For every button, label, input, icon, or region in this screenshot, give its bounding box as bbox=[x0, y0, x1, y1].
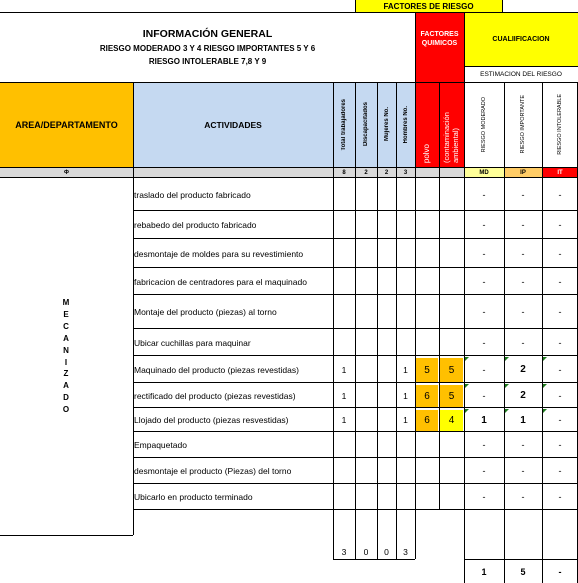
polvo-header: polvo bbox=[415, 82, 439, 167]
comment-marker bbox=[465, 357, 469, 361]
cell-riesgo-intolerable: - bbox=[558, 364, 562, 375]
cell-polvo bbox=[416, 432, 438, 458]
cell-riesgo-moderado: 1 bbox=[481, 414, 487, 426]
grid-line bbox=[133, 294, 578, 295]
cell-hombres: 1 bbox=[403, 390, 408, 401]
cell-contaminacion bbox=[440, 178, 463, 211]
total-trabajadores-sum: 3 bbox=[341, 547, 347, 557]
info-line-intolerable: RIESGO INTOLERABLE 7,8 Y 9 bbox=[148, 57, 267, 66]
cell-hombres bbox=[396, 268, 415, 295]
code-ip: IP bbox=[504, 168, 542, 178]
cell-riesgo-importante: - bbox=[521, 248, 525, 259]
cell-riesgo-intolerable: - bbox=[558, 492, 562, 502]
grid-line bbox=[464, 82, 465, 510]
cell-riesgo-importante: - bbox=[521, 276, 525, 287]
grid-line bbox=[333, 509, 334, 559]
grid-line bbox=[133, 210, 578, 211]
cell-riesgo-moderado: - bbox=[482, 466, 486, 476]
cell-riesgo-importante: - bbox=[521, 220, 525, 230]
cell-total-trabajadores bbox=[333, 484, 355, 510]
grid-line bbox=[464, 559, 578, 560]
area-departamento-header: AREA/DEPARTAMENTO bbox=[0, 82, 133, 167]
grid-line bbox=[133, 355, 578, 356]
total-riesgo-moderado: 1 bbox=[481, 567, 487, 577]
cell-polvo bbox=[416, 484, 438, 510]
grid-line bbox=[355, 82, 356, 510]
grid-line bbox=[133, 382, 578, 383]
grid-line bbox=[0, 177, 578, 178]
cell-riesgo-intolerable: - bbox=[558, 276, 562, 287]
cell-polvo bbox=[416, 458, 438, 484]
grid-line bbox=[0, 535, 133, 536]
total-mujeres-sum: 0 bbox=[384, 547, 389, 557]
cell-polvo bbox=[416, 268, 438, 295]
cell-riesgo-moderado: - bbox=[482, 220, 486, 230]
cell-riesgo-moderado: - bbox=[482, 248, 486, 259]
activity-label: desmontaje el producto (Piezas) del torno bbox=[134, 466, 292, 476]
total-riesgo-intolerable: - bbox=[558, 567, 562, 577]
cell-contaminacion bbox=[440, 329, 463, 356]
cell-riesgo-moderado: - bbox=[482, 390, 486, 401]
grid-line bbox=[333, 82, 334, 510]
cell-riesgo-intolerable: - bbox=[558, 220, 562, 230]
cell-riesgo-intolerable: - bbox=[558, 440, 562, 450]
cell-hombres bbox=[396, 329, 415, 356]
hombres-header: Hombres No. bbox=[396, 82, 415, 167]
cell-riesgo-importante: - bbox=[521, 492, 525, 502]
cell-total-trabajadores: 1 bbox=[341, 364, 347, 375]
grid-line bbox=[355, 509, 356, 559]
cell-total-trabajadores bbox=[333, 432, 355, 458]
cell-riesgo-intolerable: - bbox=[558, 466, 562, 476]
factores-riesgo-header: FACTORES DE RIESGO bbox=[355, 0, 502, 12]
code-disc: 2 bbox=[355, 168, 377, 178]
info-general-block bbox=[0, 12, 415, 82]
cell-riesgo-intolerable: - bbox=[558, 415, 562, 425]
area-letter: A bbox=[63, 381, 69, 391]
code-it: IT bbox=[542, 168, 578, 178]
cell-riesgo-importante: - bbox=[521, 189, 525, 200]
grid-line bbox=[133, 483, 578, 484]
cell-hombres bbox=[396, 239, 415, 268]
cell-polvo: 5 bbox=[416, 358, 438, 382]
cell-riesgo-moderado: - bbox=[482, 492, 486, 502]
cell-polvo: 6 bbox=[416, 410, 438, 431]
cell-riesgo-importante: 1 bbox=[520, 414, 526, 426]
area-letter: Z bbox=[63, 369, 69, 379]
riesgo-importante-header: RIESGO IMPORTANTE bbox=[520, 95, 526, 154]
grid-line bbox=[377, 509, 378, 559]
cell-riesgo-moderado: - bbox=[482, 276, 486, 287]
cell-riesgo-importante: - bbox=[521, 466, 525, 476]
factores-quimicos-header: FACTORES QUIMICOS bbox=[415, 12, 464, 66]
grid-line bbox=[377, 82, 378, 510]
comment-marker bbox=[543, 357, 547, 361]
cell-riesgo-importante: 2 bbox=[520, 390, 526, 401]
area-letter: M bbox=[62, 298, 70, 307]
area-letter: N bbox=[63, 345, 69, 355]
cell-polvo bbox=[416, 239, 438, 268]
cell-riesgo-intolerable: - bbox=[558, 390, 562, 401]
cell-hombres bbox=[396, 211, 415, 239]
cell-riesgo-intolerable: - bbox=[558, 189, 562, 200]
cualificacion-header: CUALIIFICACION bbox=[464, 12, 578, 66]
area-letter: A bbox=[63, 333, 69, 343]
grid-line bbox=[133, 431, 578, 432]
grid-line bbox=[396, 509, 397, 559]
cell-riesgo-importante: - bbox=[521, 337, 525, 348]
cell-polvo bbox=[416, 211, 438, 239]
actividades-header: ACTIVIDADES bbox=[133, 82, 333, 167]
cell-contaminacion: 5 bbox=[440, 385, 463, 407]
discapacitados-header: Discapacitados bbox=[355, 82, 377, 167]
grid-line bbox=[504, 82, 505, 510]
cell-hombres bbox=[396, 178, 415, 211]
cell-total-trabajadores: 1 bbox=[341, 390, 347, 401]
cell-hombres: 1 bbox=[403, 415, 408, 425]
cell-contaminacion bbox=[440, 432, 463, 458]
comment-marker bbox=[543, 409, 547, 413]
activity-label: rebabedo del producto fabricado bbox=[134, 220, 257, 230]
total-hombres-sum: 3 bbox=[403, 547, 408, 557]
grid-line bbox=[133, 407, 578, 408]
info-title: INFORMACIÓN GENERAL bbox=[142, 28, 273, 40]
estimacion-header: ESTIMACION DEL RIESGO bbox=[480, 70, 562, 78]
cell-total-trabajadores bbox=[333, 329, 355, 356]
contaminacion-header: (contaminación ambiental) bbox=[439, 82, 464, 167]
area-letter: O bbox=[62, 405, 70, 415]
cell-hombres bbox=[396, 295, 415, 329]
cell-total-trabajadores bbox=[333, 239, 355, 268]
code-hom: 3 bbox=[396, 168, 415, 178]
comment-marker bbox=[465, 384, 469, 388]
activity-label: Ubicarlo en producto terminado bbox=[134, 492, 253, 502]
cell-total-trabajadores bbox=[333, 295, 355, 329]
activity-label: Maquinado del producto (piezas revestidas) bbox=[134, 364, 299, 375]
grid-line bbox=[439, 82, 440, 510]
cell-total-trabajadores bbox=[333, 178, 355, 211]
comment-marker bbox=[505, 409, 509, 413]
grid-line bbox=[133, 82, 134, 535]
grid-line bbox=[464, 66, 578, 67]
cell-contaminacion bbox=[440, 484, 463, 510]
grid-line bbox=[0, 12, 578, 13]
grid-line bbox=[504, 509, 505, 583]
area-mecanizado-label bbox=[60, 297, 72, 416]
grid-line bbox=[464, 509, 465, 583]
factores-quimicos-spacer bbox=[415, 66, 464, 82]
grid-line bbox=[133, 457, 578, 458]
grid-line bbox=[133, 238, 578, 239]
cell-contaminacion bbox=[440, 295, 463, 329]
grid-line bbox=[542, 509, 543, 583]
cell-hombres bbox=[396, 432, 415, 458]
cell-contaminacion bbox=[440, 211, 463, 239]
mujeres-header: Mujeres No. bbox=[377, 82, 396, 167]
cell-riesgo-moderado: - bbox=[482, 307, 486, 317]
grid-line bbox=[415, 82, 416, 510]
total-riesgo-importante: 5 bbox=[520, 567, 526, 577]
info-line-moderado-importante: RIESGO MODERADO 3 Y 4 RIESGO IMPORTANTES 5 Y 6 bbox=[99, 44, 316, 53]
cell-total-trabajadores: 1 bbox=[341, 415, 347, 425]
comment-marker bbox=[505, 384, 509, 388]
cell-riesgo-intolerable: - bbox=[558, 307, 562, 317]
cell-riesgo-importante: 2 bbox=[520, 364, 526, 375]
cell-total-trabajadores bbox=[333, 458, 355, 484]
cell-hombres bbox=[396, 484, 415, 510]
activity-label: desmontaje de moldes para su revestimiento bbox=[134, 248, 304, 259]
riesgo-intolerable-header: RIESGO INTOLERABLE bbox=[557, 94, 563, 155]
comment-marker bbox=[465, 409, 469, 413]
cell-riesgo-importante: - bbox=[521, 440, 525, 450]
cell-hombres bbox=[396, 458, 415, 484]
grid-line bbox=[133, 328, 578, 329]
grid-line bbox=[0, 167, 578, 168]
grid-line bbox=[355, 0, 356, 12]
grid-line bbox=[502, 0, 503, 12]
area-letter: D bbox=[63, 393, 69, 403]
total-discapacitados-sum: 0 bbox=[363, 547, 369, 557]
activity-label: Empaquetado bbox=[134, 440, 187, 450]
activity-label: Montaje del producto (piezas) al torno bbox=[134, 307, 277, 317]
riesgo-moderado-header: RIESGO MODERADO bbox=[481, 96, 487, 153]
activity-label: rectificado del producto (piezas revestidas) bbox=[134, 390, 296, 401]
cell-polvo bbox=[416, 329, 438, 356]
cell-polvo bbox=[416, 178, 438, 211]
cell-contaminacion: 4 bbox=[440, 410, 463, 431]
cell-contaminacion bbox=[440, 458, 463, 484]
activity-label: Llojado del producto (piezas resvestidas) bbox=[134, 415, 289, 425]
grid-line bbox=[542, 82, 543, 510]
cell-riesgo-moderado: - bbox=[482, 364, 486, 375]
code-muj: 2 bbox=[377, 168, 396, 178]
cell-contaminacion bbox=[440, 268, 463, 295]
cell-polvo: 6 bbox=[416, 385, 438, 407]
cell-polvo bbox=[416, 295, 438, 329]
grid-line bbox=[0, 82, 578, 83]
cell-total-trabajadores bbox=[333, 268, 355, 295]
grid-line bbox=[133, 267, 578, 268]
area-letter: I bbox=[64, 357, 68, 367]
cell-riesgo-moderado: - bbox=[482, 440, 486, 450]
cell-riesgo-intolerable: - bbox=[558, 248, 562, 259]
grid-line bbox=[333, 559, 415, 560]
total-trabajadores-header: Total trabajadores bbox=[333, 82, 355, 167]
cell-hombres: 1 bbox=[403, 364, 408, 375]
area-letter: C bbox=[63, 321, 69, 331]
activity-label: traslado del producto fabricado bbox=[134, 189, 251, 200]
cell-contaminacion bbox=[440, 239, 463, 268]
cell-riesgo-moderado: - bbox=[482, 189, 486, 200]
grid-line bbox=[464, 12, 465, 82]
comment-marker bbox=[505, 357, 509, 361]
cell-riesgo-moderado: - bbox=[482, 337, 486, 348]
activity-label: Ubicar cuchillas para maquinar bbox=[134, 337, 251, 348]
code-md: MD bbox=[464, 168, 504, 178]
code-area: Φ bbox=[0, 168, 133, 178]
activity-label: fabricacion de centradores para el maquinado bbox=[134, 276, 307, 287]
cell-riesgo-intolerable: - bbox=[558, 337, 562, 348]
grid-line bbox=[396, 82, 397, 510]
cell-riesgo-importante: - bbox=[521, 307, 525, 317]
comment-marker bbox=[543, 384, 547, 388]
code-total: 8 bbox=[333, 168, 355, 178]
cell-contaminacion: 5 bbox=[440, 358, 463, 382]
grid-line bbox=[415, 509, 416, 559]
cell-total-trabajadores bbox=[333, 211, 355, 239]
area-letter: E bbox=[63, 309, 69, 319]
grid-line bbox=[415, 12, 416, 82]
